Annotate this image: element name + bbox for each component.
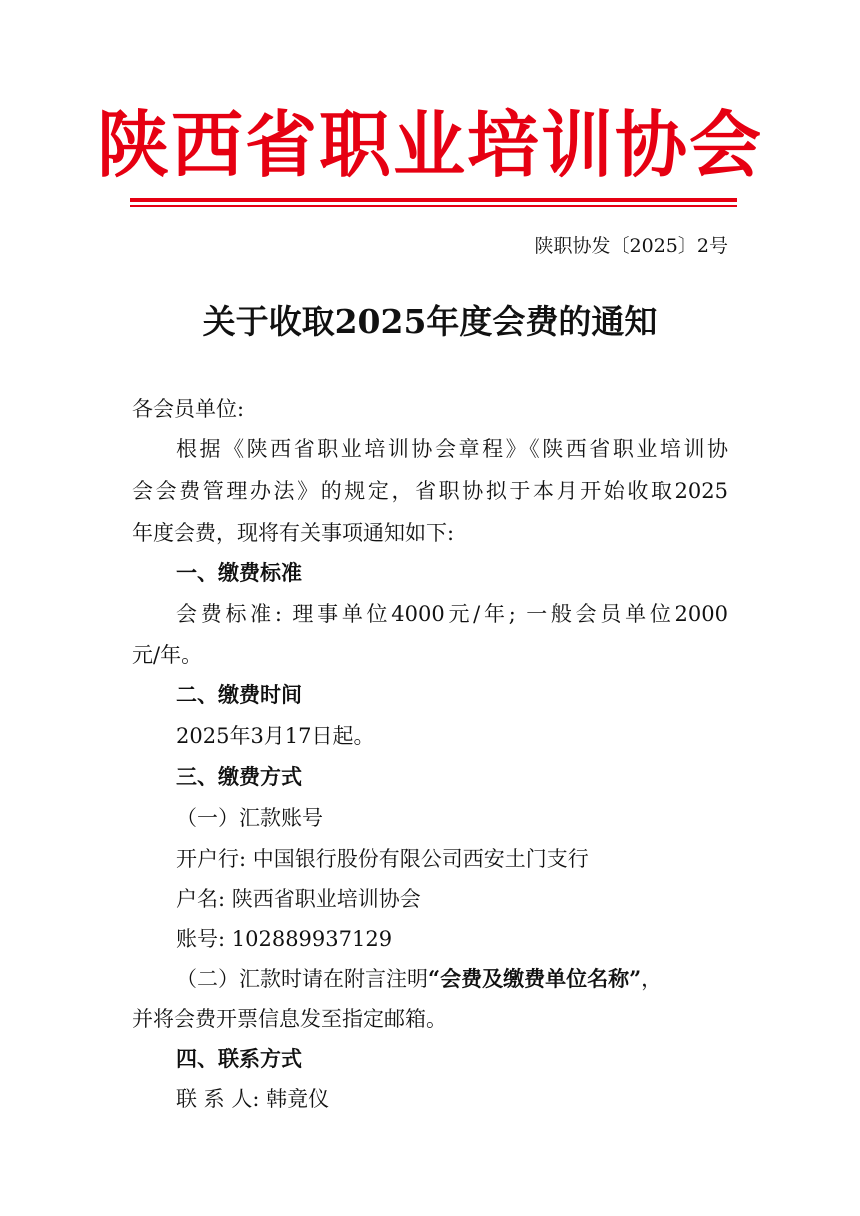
intro-paragraph-line: 会会费管理办法》的规定，省职协拟于本月开始收取2025 (132, 479, 728, 503)
salutation: 各会员单位: (132, 397, 245, 421)
section-heading: 二、缴费时间 (176, 683, 302, 707)
contact-person: 联 系 人: 韩竟仪 (176, 1087, 330, 1111)
masthead-rule-thick (130, 198, 737, 202)
section-heading: 一、缴费标准 (176, 561, 302, 585)
document-number: 陕职协发〔2025〕2号 (534, 235, 728, 257)
intro-paragraph-line: 根据《陕西省职业培训协会章程》《陕西省职业培训协 (176, 437, 728, 461)
account-number: 账号: 102889937129 (176, 927, 393, 951)
intro-paragraph-line: 年度会费，现将有关事项通知如下: (132, 521, 455, 545)
document-title: 关于收取2025年度会费的通知 (202, 302, 658, 341)
remittance-note-suffix: ， (641, 967, 663, 991)
remittance-note-line (176, 962, 662, 996)
payment-time: 2025年3月17日起。 (176, 724, 375, 748)
section-heading: 四、联系方式 (176, 1047, 302, 1071)
remittance-note-prefix: （二）汇款时请在附言注明 (176, 967, 428, 991)
remittance-note-line: 并将会费开票信息发至指定邮箱。 (132, 1007, 447, 1031)
remittance-note-emphasis: “会费及缴费单位名称” (428, 966, 642, 991)
fee-standard-line: 元/年。 (132, 643, 203, 667)
fee-standard-line: 会费标准: 理事单位4000元/年; 一般会员单位2000 (176, 602, 728, 626)
section-heading: 三、缴费方式 (176, 765, 302, 789)
subsection-heading: （一）汇款账号 (176, 806, 323, 830)
bank-name: 开户行: 中国银行股份有限公司西安土门支行 (176, 847, 589, 871)
org-masthead: 陕西省职业培训协会 (96, 103, 763, 187)
account-name: 户名: 陕西省职业培训协会 (176, 887, 421, 911)
masthead-rule-thin (130, 205, 737, 207)
